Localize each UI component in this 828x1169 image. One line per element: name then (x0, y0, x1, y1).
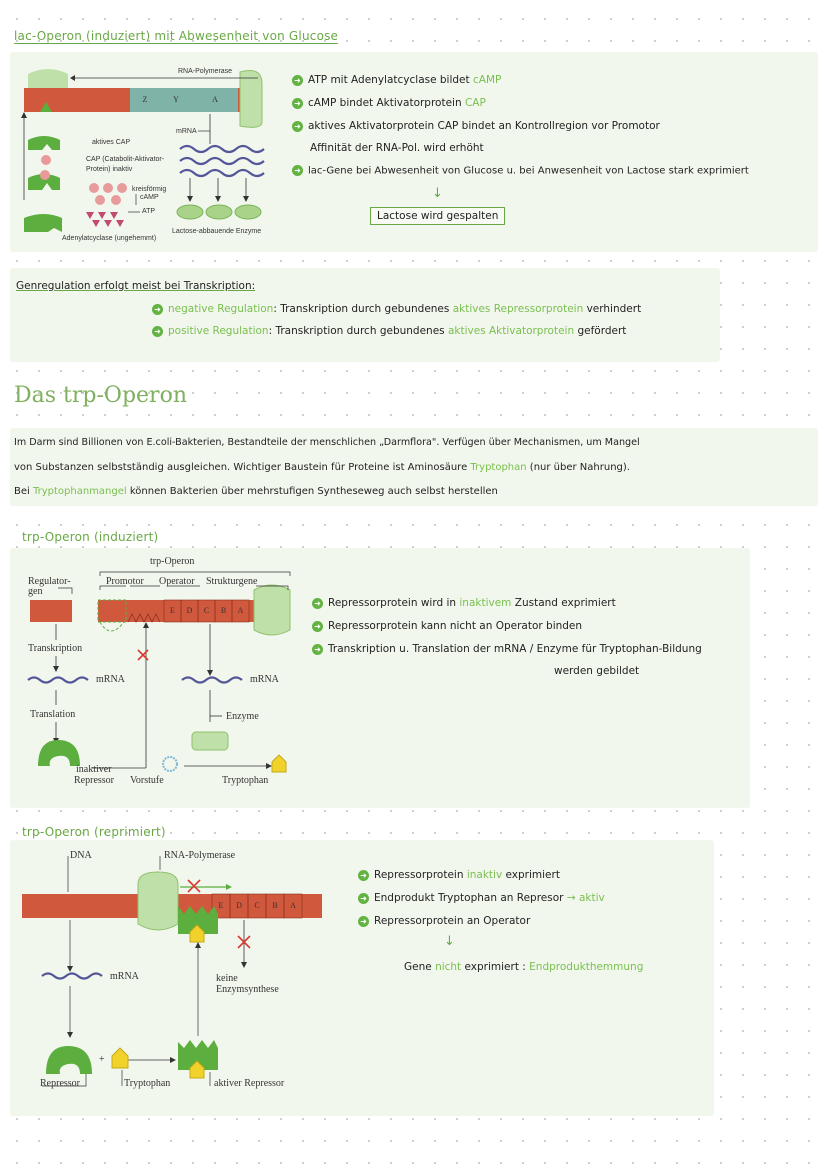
induced-trp-operon-label: trp-Operon (150, 556, 195, 567)
induced-vorstufe-label: Vorstufe (130, 775, 164, 786)
repressed-gene-b: B (272, 901, 278, 910)
lac-note-2: ➜ cAMP bindet Aktivatorprotein CAP (292, 97, 486, 109)
lac-result-box: Lactose wird gespalten (370, 207, 505, 225)
lac-camp-label: cAMP (140, 194, 159, 201)
repressed-gene-c: C (254, 901, 260, 910)
induced-note-1: ➜ Repressorprotein wird in inaktivem Zustand exprimiert (312, 597, 616, 609)
trp-title: Das trp-Operon (14, 383, 187, 408)
lac-note-3: ➜ aktives Aktivatorprotein CAP bindet an Kontrollregion vor Promotor (292, 120, 660, 132)
induced-gene-a: A (237, 606, 244, 615)
repressed-gene-a: A (290, 901, 296, 910)
induced-regulatorgen-label-2: gen (28, 586, 43, 597)
repressed-aktiver-repressor-label: aktiver Repressor (214, 1078, 285, 1089)
repressed-repressor-label: Repressor (40, 1078, 80, 1089)
repressed-note-1: ➜ Repressorprotein inaktiv exprimiert (358, 869, 560, 881)
induced-section-title: trp-Operon (induziert) (22, 530, 159, 544)
induced-note-cont: werden gebildet (554, 665, 640, 677)
induced-tryptophan-label: Tryptophan (222, 775, 269, 786)
induced-translation-label: Translation (30, 709, 76, 720)
repressed-down-arrow: ↓ (444, 934, 455, 949)
lac-note-5: ➜ lac-Gene bei Abwesenheit von Glucose u. bei Anwesenheit von Lactose stark exprimiert (292, 165, 749, 177)
regulation-intro: Genregulation erfolgt meist bei Transkription: (16, 280, 256, 292)
arrow-icon: ➜ (312, 644, 323, 655)
arrow-icon: ➜ (292, 75, 303, 86)
repressed-note-3: ➜ Repressorprotein an Operator (358, 915, 530, 927)
induced-inaktiver-label: inaktiver (76, 764, 112, 775)
repressed-keine-label: keine (216, 973, 238, 984)
arrow-icon: ➜ (292, 165, 303, 176)
trp-para-3: Bei Tryptophanmangel können Bakterien über mehrstufigen Syntheseweg auch selbst herstellen (14, 486, 498, 497)
lac-mrna-label: mRNA (176, 128, 197, 135)
trp-para-2: von Substanzen selbstständig ausgleichen. Wichtiger Baustein für Proteine ist Aminosäure Tryptophan (nur über Nahrung). (14, 462, 630, 473)
repressed-enzymsynthese-label: Enzymsynthese (216, 984, 279, 995)
induced-strukturgene-label: Strukturgene (206, 576, 258, 587)
lac-rna-polymerase-label: RNA-Polymerase (178, 68, 233, 75)
induced-mrna-label-1: mRNA (96, 674, 125, 685)
lac-section-title: lac-Operon (induziert) mit Abwesenheit von Glucose (14, 29, 339, 43)
repressed-dna-label: DNA (70, 850, 92, 861)
trp-para-1: Im Darm sind Billionen von E.coli-Bakterien, Bestandteile der menschlichen „Darmflora". Verfügen über Mechanismen, um Mangel (14, 437, 640, 448)
lac-cap-label-1: CAP (Catabolit-Aktivator- (86, 156, 165, 163)
induced-gene-c: C (203, 606, 210, 615)
arrow-icon: ➜ (358, 870, 369, 881)
arrow-icon: ➜ (152, 304, 163, 315)
lac-active-cap-label: aktives CAP (92, 139, 131, 146)
lac-gene-z: Z (142, 95, 148, 104)
induced-repressor-label: Repressor (74, 775, 114, 786)
lac-gene-a: A (212, 95, 218, 104)
lac-note-4: Affinität der RNA-Pol. wird erhöht (310, 142, 484, 154)
induced-enzyme-label: Enzyme (226, 711, 259, 722)
repressed-mrna-wave (42, 974, 102, 979)
repressed-section-title: trp-Operon (reprimiert) (22, 825, 166, 839)
induced-gene-d: D (186, 606, 193, 615)
arrow-icon: ➜ (312, 598, 323, 609)
repressed-plus-label: + (99, 1054, 105, 1065)
induced-gene-e: E (170, 606, 175, 615)
repressed-gene-e: E (218, 901, 224, 910)
repressed-gene-d: D (236, 901, 242, 910)
induced-gene-b: B (220, 606, 227, 615)
induced-note-3: ➜ Transkription u. Translation der mRNA / Enzyme für Tryptophan-Bildung (312, 643, 702, 655)
induced-mrna-label-2: mRNA (250, 674, 279, 685)
repressed-tryptophan-shape (112, 1048, 128, 1068)
arrow-icon: ➜ (292, 98, 303, 109)
lac-cap-label-2: Protein) inaktiv (86, 166, 133, 173)
lac-gene-y: Y (173, 95, 179, 104)
lac-adenylatcyclase-label: Adenylatcyclase (ungehemmt) (62, 235, 157, 242)
regulation-positive: ➜ positive Regulation: Transkription durch gebundenes aktives Aktivatorprotein gefördert (152, 325, 626, 337)
repressed-repressor-shape (46, 1046, 92, 1074)
arrow-icon: ➜ (312, 621, 323, 632)
lac-kreisfoermig-label: kreisförmig (132, 186, 167, 193)
induced-transkription-label: Transkription (28, 643, 83, 654)
lac-enzyme-label: Lactose-abbauende Enzyme (172, 228, 262, 235)
induced-regulatorgen-label-1: Regulator- (28, 576, 71, 587)
arrow-icon: ➜ (152, 326, 163, 337)
induced-note-2: ➜ Repressorprotein kann nicht an Operator binden (312, 620, 582, 632)
arrow-icon: ➜ (358, 893, 369, 904)
repressed-rna-polymerase-label: RNA-Polymerase (164, 850, 236, 861)
repressed-note-2: ➜ Endprodukt Tryptophan an Represor → aktiv (358, 892, 605, 904)
repressed-tryptophan-label: Tryptophan (124, 1078, 171, 1089)
lac-atp-label: ATP (142, 208, 156, 215)
arrow-icon: ➜ (358, 916, 369, 927)
arrow-icon: ➜ (292, 121, 303, 132)
lac-note-1: ➜ ATP mit Adenylatcyclase bildet cAMP (292, 74, 501, 86)
lac-down-arrow: ↓ (432, 186, 443, 201)
induced-promotor-label: Promotor (106, 576, 144, 587)
repressed-polymerase-shape (138, 872, 178, 930)
repressed-mrna-label: mRNA (110, 971, 139, 982)
repressed-result: Gene nicht exprimiert : Endprodukthemmung (404, 961, 644, 973)
regulation-negative: ➜ negative Regulation: Transkription durch gebundenes aktives Repressorprotein verhindert (152, 303, 641, 315)
repressed-x-icon-1 (188, 880, 200, 892)
induced-operator-label: Operator (159, 576, 195, 587)
